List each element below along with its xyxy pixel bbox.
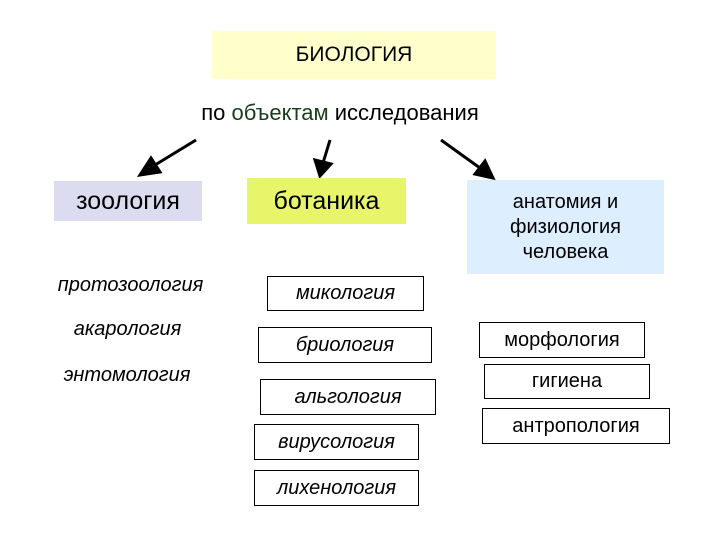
item-label: лихенология (276, 476, 397, 499)
botany-item-virology (254, 424, 419, 460)
zoology-item-acarology (44, 313, 211, 345)
botany-item-mycology (267, 276, 424, 311)
item-label: энтомология (63, 363, 191, 386)
item-label: микология (295, 282, 396, 304)
subtitle-prefix: по (201, 100, 232, 125)
botany-label: ботаника (273, 186, 380, 215)
botany-box (247, 178, 406, 224)
zoology-box (54, 181, 202, 221)
item-label: бриология (295, 333, 395, 356)
item-label: вирусология (278, 430, 395, 453)
anatomy-box (467, 180, 664, 274)
item-label: антропология (512, 414, 640, 437)
arrowhead-zoology (140, 158, 160, 175)
anatomy-item-hygiene (484, 364, 650, 399)
botany-item-bryology (258, 327, 432, 363)
zoology-item-entomology (34, 358, 220, 392)
anatomy-item-anthropology (482, 408, 670, 444)
item-label: протозоология (57, 273, 204, 296)
botany-item-lichenology (254, 470, 419, 506)
anatomy-label: анатомия и физиология человека (510, 190, 621, 263)
arrowhead-anatomy (475, 161, 493, 178)
zoology-label: зоология (76, 186, 180, 215)
subtitle-highlight: объектам (231, 100, 329, 125)
arrow-to-anatomy (441, 140, 480, 168)
arrowhead-botany (315, 160, 331, 176)
anatomy-item-morphology (479, 322, 645, 358)
item-label: альгология (294, 385, 402, 408)
diagram-title: БИОЛОГИЯ (295, 43, 413, 66)
item-label: акарология (73, 317, 182, 340)
botany-item-algology (260, 379, 436, 415)
zoology-item-protozoology (27, 268, 234, 302)
item-label: гигиена (531, 370, 603, 392)
arrow-to-botany (323, 140, 330, 163)
item-label: морфология (504, 328, 620, 351)
subtitle-suffix: исследования (328, 100, 479, 125)
arrow-to-zoology (155, 140, 196, 165)
